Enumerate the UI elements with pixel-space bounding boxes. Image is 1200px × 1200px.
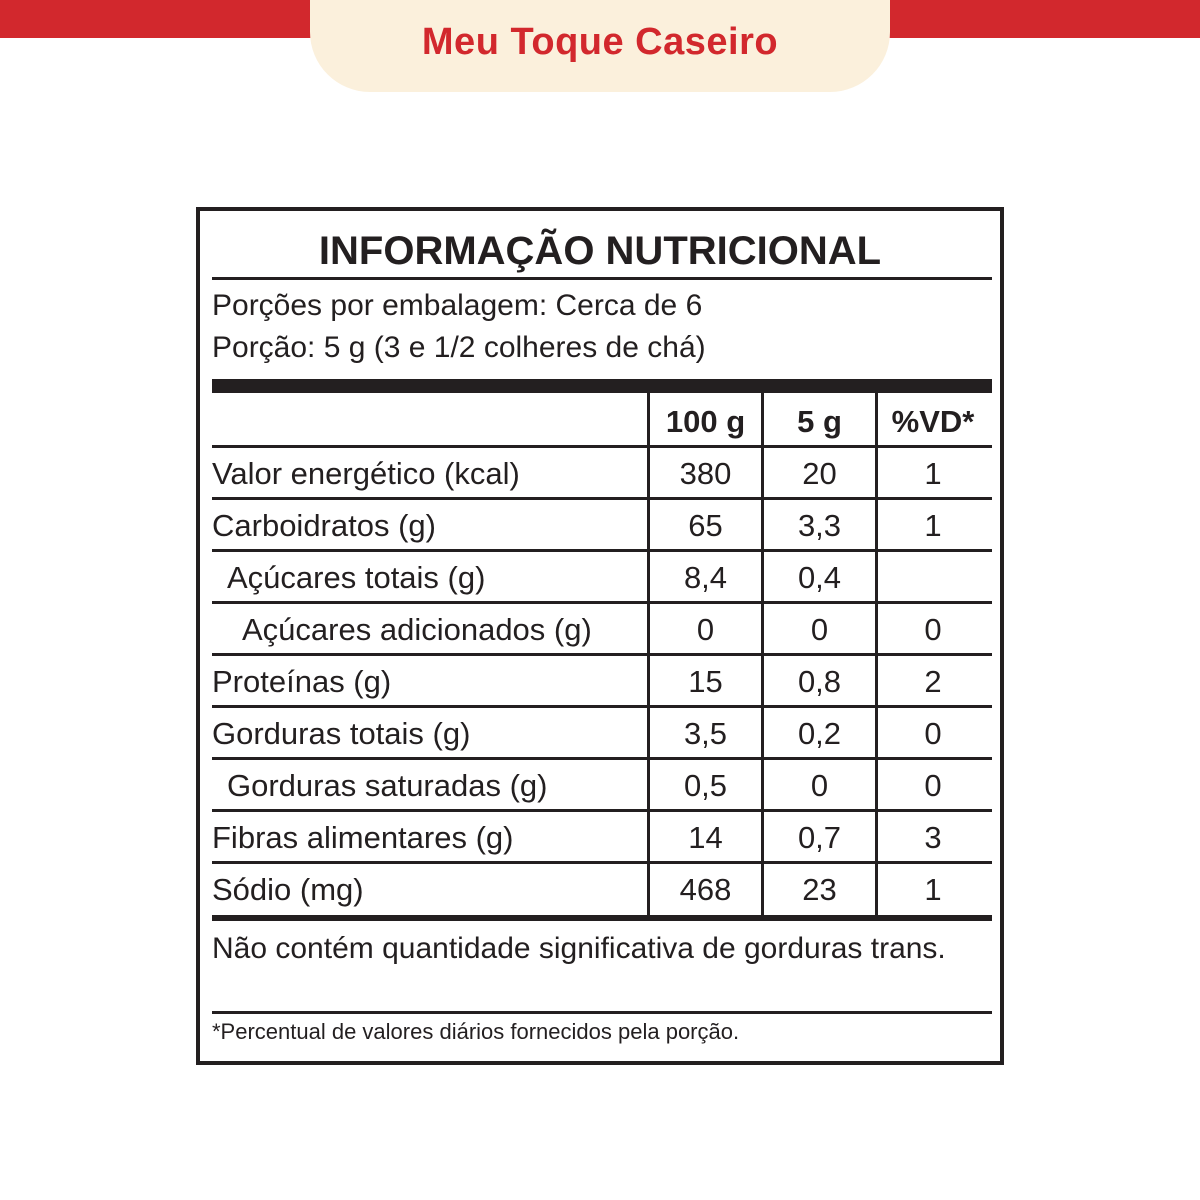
- value-per-100g: 14: [688, 820, 723, 855]
- value-per-portion: 0: [810, 768, 829, 803]
- nutrient-name: Valor energético (kcal): [212, 456, 520, 491]
- value-daily-percent: [878, 552, 988, 604]
- brand-name: Meu Toque Caseiro: [421, 20, 779, 63]
- value-per-100g: 8,4: [683, 560, 728, 595]
- column-header-vd: %VD*: [891, 404, 975, 439]
- value-per-100g: 0,5: [683, 768, 728, 803]
- thick-divider: [212, 379, 992, 393]
- title-divider: [212, 277, 992, 280]
- nutrient-name: Fibras alimentares (g): [212, 820, 514, 855]
- value-per-portion: 20: [802, 456, 837, 491]
- nutrient-name: Carboidratos (g): [212, 508, 436, 543]
- nutrient-name: Sódio (mg): [212, 872, 364, 907]
- value-per-portion: 0,2: [797, 716, 842, 751]
- value-daily-percent: 1: [924, 456, 942, 491]
- nutrient-name: Açúcares adicionados (g): [242, 612, 592, 647]
- value-daily-percent: 1: [924, 872, 942, 907]
- nutrient-name: Proteínas (g): [212, 664, 392, 699]
- bottom-thick-divider: [212, 915, 992, 921]
- value-per-100g: 65: [688, 508, 723, 543]
- footnote: *Percentual de valores diários fornecidos pela porção.: [212, 1019, 740, 1044]
- brand-tab: [310, 0, 890, 92]
- value-daily-percent: 0: [924, 716, 942, 751]
- value-daily-percent: 3: [924, 820, 942, 855]
- column-header-portion: 5 g: [797, 404, 842, 439]
- value-daily-percent: 0: [924, 768, 942, 803]
- serving-size: Porção: 5 g (3 e 1/2 colheres de chá): [212, 331, 706, 364]
- value-per-portion: 3,3: [797, 508, 842, 543]
- value-per-portion: 0,7: [797, 820, 842, 855]
- value-per-100g: 380: [679, 456, 732, 491]
- value-per-100g: 3,5: [683, 716, 728, 751]
- value-per-portion: 0: [810, 612, 829, 647]
- value-per-100g: 15: [688, 664, 723, 699]
- trans-fat-note: Não contém quantidade significativa de gorduras trans.: [212, 932, 946, 965]
- value-per-portion: 0,8: [797, 664, 842, 699]
- value-daily-percent: 1: [924, 508, 942, 543]
- nutrient-name: Gorduras saturadas (g): [227, 768, 548, 803]
- nutrition-title: INFORMAÇÃO NUTRICIONAL: [318, 229, 882, 273]
- nutrient-name: Gorduras totais (g): [212, 716, 471, 751]
- value-per-portion: 0,4: [797, 560, 842, 595]
- value-daily-percent: 2: [924, 664, 942, 699]
- nutrient-name: Açúcares totais (g): [227, 560, 486, 595]
- value-per-100g: 468: [679, 872, 732, 907]
- servings-per-package: Porções por embalagem: Cerca de 6: [212, 289, 703, 322]
- value-per-portion: 23: [802, 872, 837, 907]
- footnote-divider: [212, 1011, 992, 1014]
- value-daily-percent: 0: [924, 612, 942, 647]
- value-per-100g: 0: [696, 612, 715, 647]
- nutrition-facts-panel: [196, 207, 1004, 1065]
- column-header-100g: 100 g: [665, 404, 746, 439]
